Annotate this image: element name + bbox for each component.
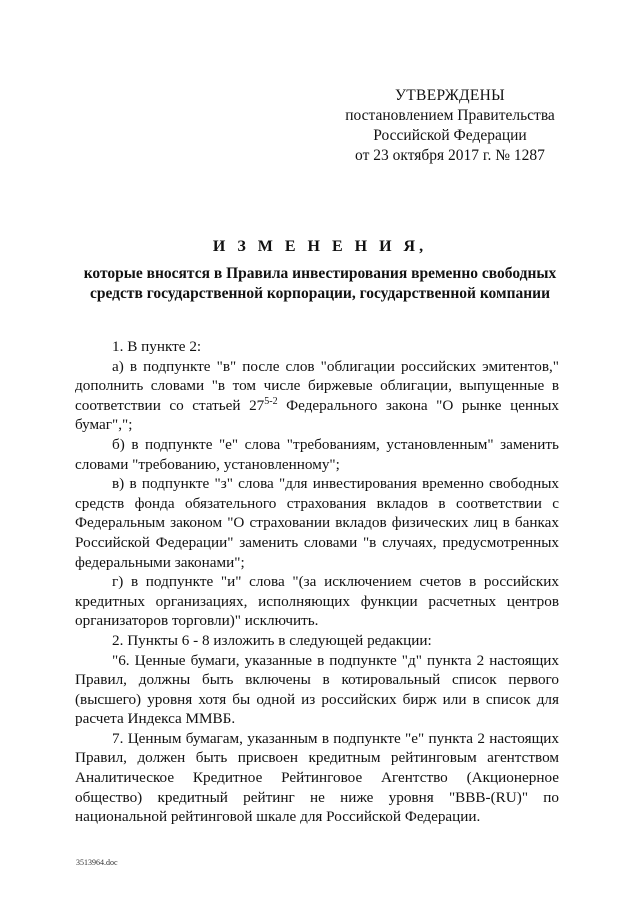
heading-subtitle: которые вносятся в Правила инвестирования временно свободных средств государственной корпорации, государственной компании bbox=[83, 265, 557, 302]
approval-line-1: постановлением Правительства bbox=[345, 107, 555, 124]
paragraph-1: 1. В пункте 2: bbox=[112, 338, 202, 355]
paragraph-2 bbox=[75, 357, 559, 435]
paragraph-6: 2. Пункты 6 - 8 изложить в следующей редакции: bbox=[112, 631, 432, 649]
paragraph-7: "6. Ценные бумаги, указанные в подпункте "д" пункта 2 настоящих Правил, должны быть включены в котировальный список первого (высшего) уровня хотя бы одной из российских бирж или в список для расчета Индекса ММВБ. bbox=[75, 651, 559, 728]
approval-line-2: Российской Федерации bbox=[373, 127, 527, 144]
paragraph-3: б) в подпункте "е" слова "требованиям, установленным" заменить словами "требованию, установленному"; bbox=[75, 435, 559, 473]
paragraph-2-text-a: а) в подпункте "в" после слов "облигации российских эмитентов," дополнить словами "в том числе биржевые облигации, выпущенные в соответствии со статьей 27 bbox=[75, 357, 559, 414]
paragraph-4: в) в подпункте "з" слова "для инвестирования временно свободных средств фонда обязательного страхования вкладов в соответствии с Федеральным законом "О страховании вкладов физических лиц в банках Российской Федерации" заменить словами "в случаях, предусмотренных федеральными законами"; bbox=[75, 475, 559, 571]
approval-line-3: от 23 октября 2017 г. № 1287 bbox=[355, 147, 545, 164]
file-code: 3513964.doc bbox=[76, 858, 118, 867]
approval-block bbox=[330, 86, 570, 166]
paragraph-5: г) в подпункте "и" слова "(за исключением счетов в российских кредитных организациях, исполняющих функции расчетных центров организаторов торговли)" исключить. bbox=[75, 573, 559, 630]
paragraph-8: 7. Ценным бумагам, указанным в подпункте "е" пункта 2 настоящих Правил, должен быть присвоен кредитным рейтинговым агентством Аналитическое Кредитное Рейтинговое Агентство (Акционерное общество) кредитный рейтинг не ниже уровня "ВВВ-(RU)" по национальной рейтинговой шкале для Российской Федерации. bbox=[75, 729, 559, 826]
paragraph-2-text-b: Федерального закона "О рынке ценных бумаг","; bbox=[75, 396, 559, 434]
paragraph-2-superscript: 5-2 bbox=[264, 395, 278, 407]
approval-title: УТВЕРЖДЕНЫ bbox=[395, 87, 505, 104]
heading-title: И З М Е Н Е Н И Я, bbox=[212, 238, 428, 255]
document-body bbox=[75, 337, 559, 827]
document-heading bbox=[60, 236, 580, 304]
